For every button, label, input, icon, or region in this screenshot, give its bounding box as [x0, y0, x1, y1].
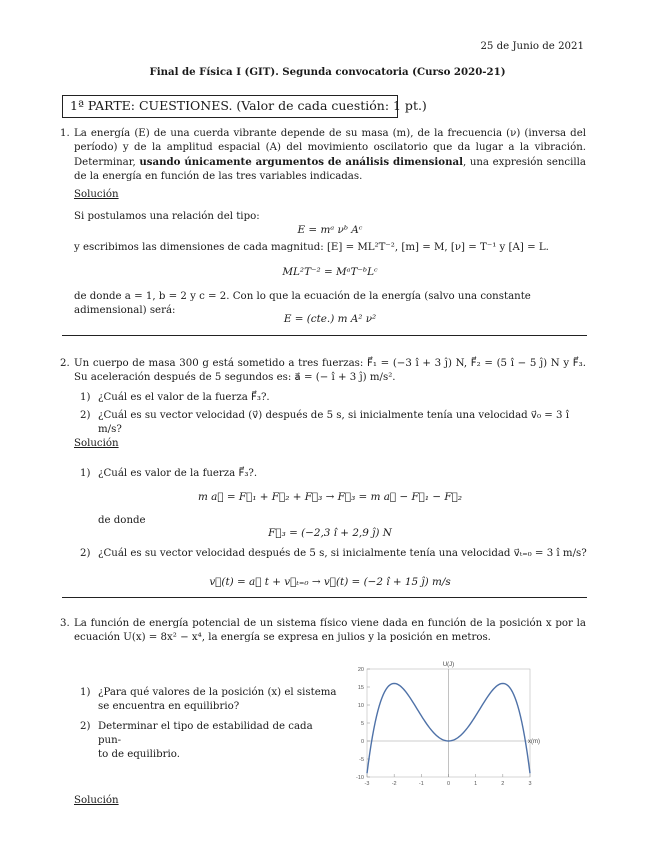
q2-sol2-text: ¿Cuál es su vector velocidad después de 5 s, si inicialmente tenía una velocidad v⃗ₜ₌₀ = 3 î m/s? — [98, 548, 587, 559]
q3-item1-line1: ¿Para qué valores de la posición (x) el sistema — [98, 687, 337, 698]
y-tick-label: -10 — [356, 775, 364, 781]
q3-statement: La función de energía potencial de un sistema físico viene dada en función de la posición x por la ecuación U(x) = 8x² − x⁴, la energía se expresa en julios y la posición en metros. — [74, 618, 586, 643]
q2-sol1-dedonde: de donde — [98, 515, 146, 526]
q1-number: 1. — [60, 128, 70, 139]
q1-eq2: ML²T⁻² = MᵃT⁻ᵇLᶜ — [282, 266, 378, 278]
y-tick-label: -5 — [359, 757, 364, 763]
x-tick-label: -3 — [364, 781, 370, 787]
q1-text-bold: usando únicamente argumentos de análisis dimensional — [139, 156, 463, 168]
q2-item2-text: ¿Cuál es su vector velocidad (v⃗) después de 5 s, si inicialmente tenía una velocidad v⃗₀ = 3 î m/s? — [98, 410, 570, 435]
x-axis-label: x(m) — [528, 739, 540, 745]
q3-item1-text — [98, 686, 338, 714]
q1-text-a: La energía (E) de una cuerda vibrante depende de su masa (m), de la frecuencia (ν) (inversa del período) y de la amplitud espacial (A) del movimiento oscilatorio que da lugar a la vibración. Determinar, — [74, 128, 586, 168]
part-box-label: 1ª PARTE: CUESTIONES. (Valor de cada cuestión: 1 pt.) — [70, 98, 427, 113]
part-box — [62, 95, 427, 118]
q3-item1-number: 1) — [80, 687, 91, 698]
q3-item2-number: 2) — [80, 721, 91, 732]
q3-solution-label: Solución — [74, 795, 119, 806]
x-tick-label: -1 — [418, 781, 424, 787]
q2-sol1-result: F⃗₃ = (−2,3 î + 2,9 ĵ) N — [268, 527, 392, 539]
q3-item2-line2: to de equilibrio. — [98, 749, 180, 760]
x-tick-label: 3 — [528, 781, 532, 787]
x-tick-label: 2 — [501, 781, 505, 787]
q2-divider — [62, 597, 587, 598]
y-tick-label: 10 — [357, 703, 364, 709]
x-tick-label: 1 — [474, 781, 478, 787]
q1-solution-label: Solución — [74, 189, 119, 200]
y-tick-label: 20 — [357, 667, 364, 673]
q2-statement: Un cuerpo de masa 300 g está sometido a tres fuerzas: F⃗₁ = (−3 î + 3 ĵ) N, F⃗₂ = (5 î − 5 ĵ) N y F⃗₃. Su aceleración después de 5 segundos es: a⃗ = (− î + 3 ĵ) m/s². — [74, 358, 586, 383]
q2-sol2-equation: v⃗(t) = a⃗ t + v⃗ₜ₌₀ → v⃗(t) = (−2 î + 15 ĵ) m/s — [209, 576, 451, 588]
q2-item2-number: 2) — [80, 410, 91, 421]
q1-eq3: E = (cte.) m A² ν² — [283, 313, 377, 325]
q2-number: 2. — [60, 358, 70, 369]
y-tick-label: 15 — [357, 685, 364, 691]
exam-date: 25 de Junio de 2021 — [480, 41, 584, 52]
q1-line3: de donde a = 1, b = 2 y c = 2. Con lo que la ecuación de la energía (salvo una constante adimensional) será: — [74, 291, 531, 316]
q2-solution-label: Solución — [74, 438, 119, 449]
q1-statement — [74, 127, 586, 184]
y-tick-label: 0 — [360, 739, 364, 745]
q1-line1: Si postulamos una relación del tipo: — [74, 211, 260, 222]
q1-line2: y escribimos las dimensiones de cada magnitud: [E] = ML²T⁻², [m] = M, [ν] = T⁻¹ y [A] = L. — [74, 242, 549, 253]
q2-sol2-number: 2) — [80, 548, 91, 559]
q3-item2-text — [98, 720, 338, 762]
q1-divider — [62, 335, 587, 336]
q3-item1-line2: se encuentra en equilibrio? — [98, 701, 240, 712]
q3-item2-line1: Determinar el tipo de estabilidad de cada pun- — [98, 721, 313, 746]
q2-sol1-text: ¿Cuál es valor de la fuerza F⃗₃?. — [98, 468, 258, 479]
potential-energy-plot — [345, 657, 545, 787]
exam-title: Final de Física I (GIT). Segunda convocatoria (Curso 2020-21) — [149, 66, 506, 78]
q2-item1-text: ¿Cuál es el valor de la fuerza F⃗₃?. — [98, 392, 270, 403]
q2-item1-number: 1) — [80, 392, 91, 403]
x-tick-label: 0 — [446, 781, 451, 787]
x-tick-label: -2 — [391, 781, 397, 787]
y-tick-label: 5 — [360, 721, 364, 727]
chart-title: U(J) — [442, 662, 455, 668]
q2-sol1-equation: m a⃗ = F⃗₁ + F⃗₂ + F⃗₃ → F⃗₃ = m a⃗ − F⃗₁ − F⃗₂ — [197, 491, 463, 503]
q2-sol1-number: 1) — [80, 468, 91, 479]
q1-eq1: E = mᵃ νᵇ Aᶜ — [297, 224, 363, 236]
q3-number: 3. — [60, 618, 70, 629]
q1-text-b: , una expresión sencilla de la energía en función de las tres variables indicadas. — [74, 157, 586, 182]
